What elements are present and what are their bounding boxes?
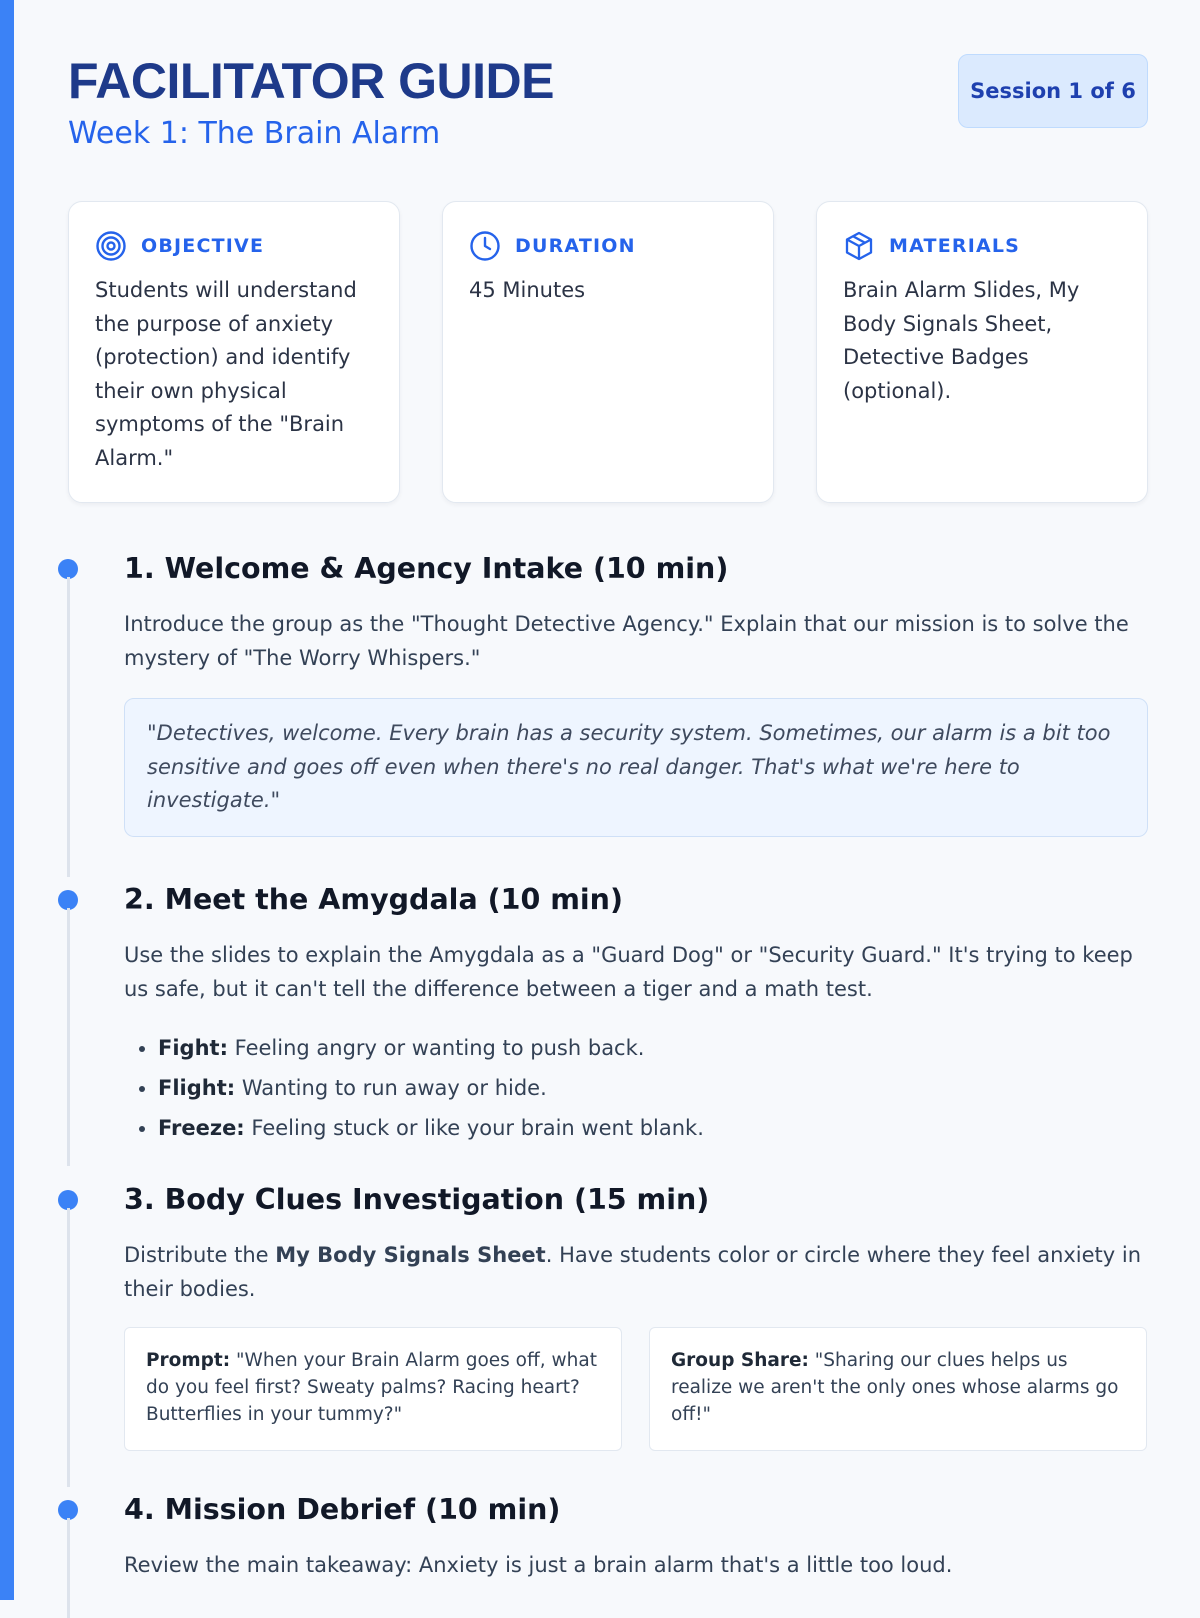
timeline-line (67, 1208, 70, 1487)
step-title: 4. Mission Debrief (10 min) (124, 1493, 561, 1526)
page-subtitle: Week 1: The Brain Alarm (68, 116, 441, 151)
duration-card (442, 201, 774, 503)
prompt-text: "When your Brain Alarm goes off, what do you feel first? Sweaty palms? Racing heart? Butterflies in your tummy?" (146, 1350, 597, 1425)
prompt-label: Prompt: (146, 1350, 231, 1371)
group-share-label: Group Share: (671, 1350, 809, 1371)
response-description: Feeling stuck or like your brain went blank. (244, 1116, 704, 1140)
step-description: Use the slides to explain the Amygdala as a "Guard Dog" or "Security Guard." It's trying to keep us safe, but it can't tell the difference between a tiger and a math test. (124, 943, 1133, 1001)
response-term: Fight: (158, 1036, 228, 1060)
materials-card (816, 201, 1148, 503)
timeline-line (67, 1518, 70, 1618)
description-text: . Have students color or circle where they feel anxiety in their bodies. (124, 1243, 1142, 1301)
overview-cards (68, 201, 1148, 503)
objective-label: OBJECTIVE (141, 235, 265, 257)
step-description: Introduce the group as the "Thought Detective Agency." Explain that our mission is to solve the mystery of "The Worry Whispers." (124, 612, 1129, 670)
response-term: Flight: (158, 1076, 236, 1100)
materials-label: MATERIALS (889, 235, 1021, 257)
materials-text: Brain Alarm Slides, My Body Signals Sheet, Detective Badges (optional). (843, 278, 1080, 403)
response-description: Feeling angry or wanting to push back. (227, 1036, 645, 1060)
worksheet-name: My Body Signals Sheet (275, 1243, 546, 1267)
response-list (124, 1028, 1148, 1148)
guide-header (68, 0, 1148, 190)
left-accent-bar (0, 0, 14, 1600)
timeline-dot (58, 559, 78, 579)
objective-text: Students will understand the purpose of anxiety (protection) and identify their own physical symptoms of the "Brain Alarm." (95, 278, 357, 470)
duration-text: 45 Minutes (469, 278, 586, 302)
timeline-line (67, 577, 70, 877)
timeline-line (67, 908, 70, 1166)
step-title: 3. Body Clues Investigation (15 min) (124, 1183, 710, 1216)
step-title: 2. Meet the Amygdala (10 min) (124, 883, 623, 916)
target-icon (95, 230, 127, 262)
group-share-text: "Sharing our clues helps us realize we aren't the only ones whose alarms go off!" (671, 1350, 1119, 1425)
box-icon (843, 230, 875, 262)
list-item (158, 1068, 1148, 1108)
group-share-box (649, 1327, 1147, 1451)
objective-card (68, 201, 400, 503)
description-text: Distribute the (124, 1243, 276, 1267)
step-title: 1. Welcome & Agency Intake (10 min) (124, 552, 729, 585)
timeline-dot (58, 1190, 78, 1210)
facilitator-guide-page (68, 0, 1148, 1577)
list-item (158, 1028, 1148, 1068)
response-description: Wanting to run away or hide. (235, 1076, 547, 1100)
timeline-dot (58, 1500, 78, 1520)
prompt-box (124, 1327, 622, 1451)
session-badge: Session 1 of 6 (958, 54, 1148, 128)
page-title: FACILITATOR GUIDE (68, 53, 554, 109)
timeline-dot (58, 890, 78, 910)
step-description (124, 1239, 1148, 1306)
duration-label: DURATION (515, 235, 636, 257)
response-term: Freeze: (158, 1116, 245, 1140)
clock-icon (469, 230, 501, 262)
discussion-boxes (124, 1327, 1148, 1451)
step-description: Review the main takeaway: Anxiety is just a brain alarm that's a little too loud. (124, 1553, 953, 1577)
list-item (158, 1108, 1148, 1148)
facilitator-script-quote: "Detectives, welcome. Every brain has a security system. Sometimes, our alarm is a bit too sensitive and goes off even when there's no real danger. That's what we're here to investigate." (124, 698, 1148, 837)
